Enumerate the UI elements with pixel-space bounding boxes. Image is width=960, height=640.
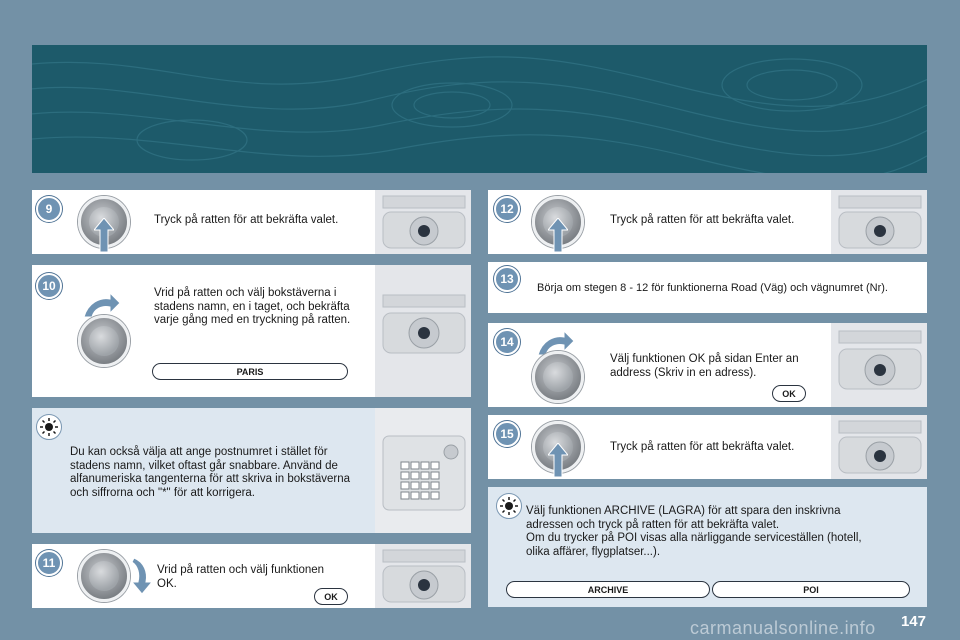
step-card-15 (488, 415, 927, 479)
step-number-badge: 14 (494, 329, 520, 355)
tip-text: Du kan också välja att ange postnumret i stället för stadens namn, vilket oftast går snabbare. Använd de alfanumeriska tangenterna för att skriva in bokstäverna och siffrorna och "*" för att korrigera. (70, 446, 350, 499)
step-number-badge: 15 (494, 421, 520, 447)
step-instruction: Tryck på ratten för att bekräfta valet. (610, 441, 795, 453)
step-instruction: Börja om stegen 8 - 12 för funktionerna Road (Väg) och vägnumret (Nr). (537, 282, 888, 294)
keypad-illustration (375, 408, 471, 533)
paris-button[interactable]: PARIS (152, 363, 348, 380)
push-arrow-icon (548, 443, 568, 477)
archive-button[interactable]: ARCHIVE (506, 581, 710, 598)
rotary-knob-icon[interactable] (78, 550, 130, 602)
header-banner (32, 45, 927, 173)
step-instruction: Tryck på ratten för att bekräfta valet. (154, 214, 339, 226)
tip-text-poi: Om du trycker på POI visas alla närliggande serviceställen (hotell, olika affärer, flygplatser...). (526, 532, 862, 558)
step-card-10 (32, 265, 471, 397)
step-number-badge: 12 (494, 196, 520, 222)
console-illustration (375, 544, 471, 608)
console-illustration (831, 415, 927, 479)
lightbulb-icon (500, 497, 518, 515)
step-instruction: Tryck på ratten för att bekräfta valet. (610, 214, 795, 226)
push-arrow-icon (548, 218, 568, 252)
console-illustration (831, 190, 927, 254)
step-number-badge: 11 (36, 550, 62, 576)
console-illustration (375, 190, 471, 254)
page-number: 147 (900, 613, 926, 630)
step-number-badge: 9 (36, 196, 62, 222)
tip-badge (496, 493, 522, 519)
tip-card-right (488, 487, 927, 607)
push-arrow-icon (94, 218, 114, 252)
step-card-11 (32, 544, 471, 608)
footer-watermark: carmanualsonline.info (690, 618, 876, 638)
topographic-pattern (32, 45, 927, 173)
rotate-arrow-icon (130, 556, 158, 596)
ok-button[interactable]: OK (772, 385, 806, 402)
rotary-knob-icon[interactable] (532, 351, 584, 403)
ok-button[interactable]: OK (314, 588, 348, 605)
tip-text-archive: Välj funktionen ARCHIVE (LAGRA) för att spara den inskrivna adressen och tryck på ratten för att bekräfta valet. (526, 505, 841, 531)
tip-badge (36, 414, 62, 440)
lightbulb-icon (40, 418, 58, 436)
rotary-knob-icon[interactable] (78, 315, 130, 367)
tip-card-left (32, 408, 471, 533)
step-card-9 (32, 190, 471, 254)
step-instruction: Vrid på ratten och välj funktionen OK. (157, 564, 325, 590)
poi-button[interactable]: POI (712, 581, 910, 598)
step-card-14 (488, 323, 927, 407)
console-illustration (375, 265, 471, 397)
step-number-badge: 10 (36, 273, 62, 299)
step-card-13 (488, 262, 927, 313)
console-illustration (831, 323, 927, 407)
step-number-badge: 13 (494, 266, 520, 292)
step-card-12 (488, 190, 927, 254)
step-instruction: Vrid på ratten och välj bokstäverna i stadens namn, en i taget, och bekräfta varje gång med en tryckning på ratten. (154, 287, 351, 326)
step-instruction: Välj funktionen OK på sidan Enter an address (Skriv in en adress). (610, 353, 799, 379)
